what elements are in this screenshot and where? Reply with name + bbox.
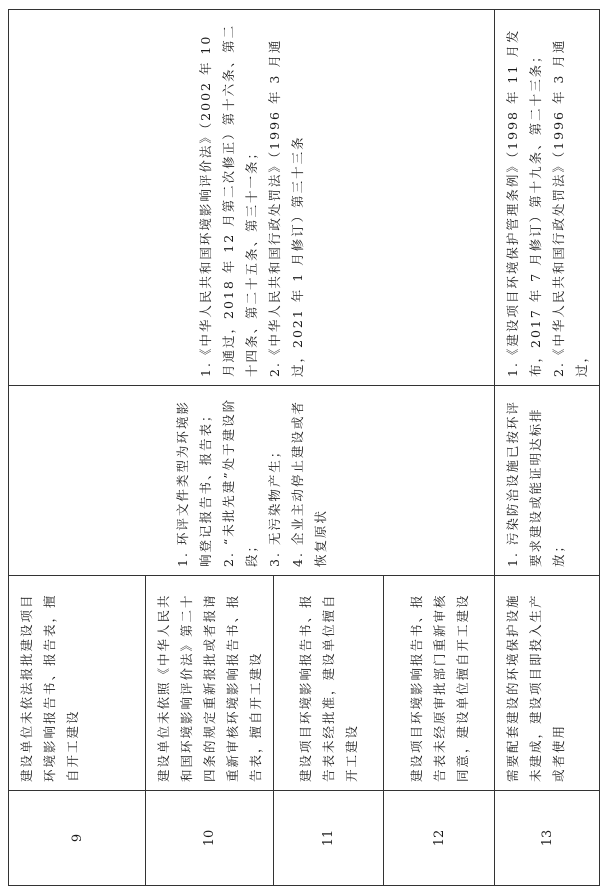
row-number: 10 (146, 791, 274, 886)
table-row (495, 10, 600, 886)
legal-basis-item: 1.《中华人民共和国环境影响评价法》（2002 年 10 月通过，2018 年 12 月第二次修正）第十六条、第二十四条、第二十五条、第三十一条； (198, 23, 259, 377)
violation-cell: 需要配套建设的环境保护设施未建成，建设项目即投入生产或者使用 (495, 576, 600, 791)
legal-basis-item: 2.《中华人民共和国行政处罚法》（1996 年 3 月通过，2021 年 1 月修订）第三十三条 (267, 38, 305, 377)
violation-cell: 建设单位未依法报批建设项目环境影响报告书、报告表，擅自开工建设 (9, 576, 146, 791)
legal-basis-cell (495, 10, 600, 386)
row-number: 13 (495, 791, 600, 886)
exemption-cell (9, 386, 495, 576)
legal-basis-item: 1.《建设项目环境保护管理条例》（1998 年 11 月发布，2017 年 7 月修订）第十九条、第二十三条； (505, 28, 543, 377)
violation-cell: 建设项目环境影响报告书、报告表未经批准，建设单位擅自开工建设 (274, 576, 384, 791)
exemption-item: 2. “未批先建”处于建设阶段； (221, 397, 259, 567)
row-number: 12 (384, 791, 495, 886)
exemption-item: 1. 环评文件类型为环境影响登记报告书、报告表； (175, 400, 213, 567)
table-row (9, 10, 146, 886)
exemption-item: 4. 企业主动停止建设或者恢复原状 (290, 400, 328, 567)
legal-basis-item: 2.《中华人民共和国行政处罚法》（1996 年 3 月通过， (551, 38, 589, 377)
row-number: 11 (274, 791, 384, 886)
violation-cell: 建设项目环境影响报告书、报告表未经原审批部门重新审核同意，建设单位擅自开工建设 (384, 576, 495, 791)
row-number: 9 (9, 791, 146, 886)
exemption-cell (495, 386, 600, 576)
legal-basis-cell (9, 10, 495, 386)
exemption-item: 3. 无污染物产生； (267, 443, 282, 567)
penalty-exemption-table (8, 9, 600, 886)
exemption-item: 1. 污染防治设施已按环评要求建设或能证明达标排放； (505, 400, 566, 567)
violation-cell: 建设单位未依照《中华人民共和国环境影响评价法》第二十四条的规定重新报批或者报请重新审核环境影响报告书、报告表，擅自开工建设 (146, 576, 274, 791)
